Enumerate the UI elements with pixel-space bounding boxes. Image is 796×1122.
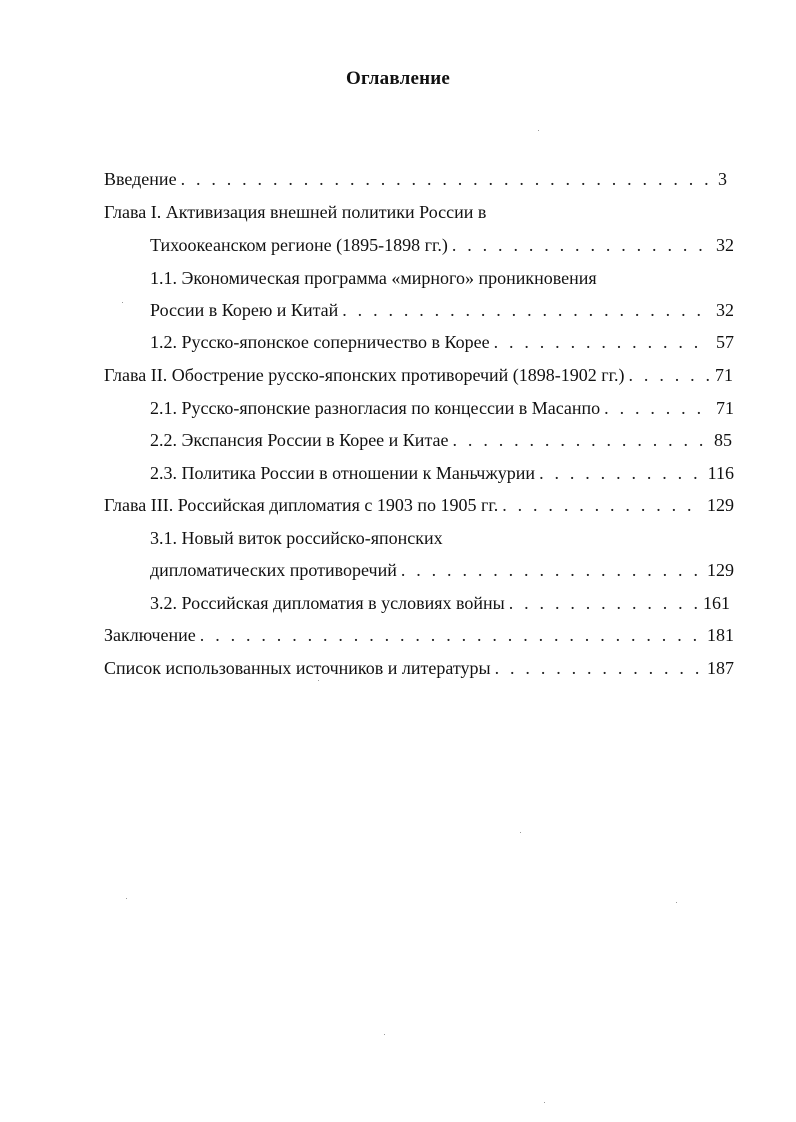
toc-entry-page: 181 [707,625,734,645]
toc-entry-text: России в Корею и Китай [150,300,339,320]
scan-speck [126,898,127,899]
toc-entry-section-3-2 [150,590,730,616]
toc-entry-section-1-1-line-2 [150,297,734,323]
toc-entry-section-2-1 [150,395,734,421]
toc-entry-conclusion [104,622,734,648]
toc-entry-text: 2.3. Политика России в отношении к Маньчжурии [150,463,536,483]
toc-entry-text: Список использованных источников и литературы [104,658,491,678]
dot-leader [181,166,712,192]
scan-speck [544,1102,545,1103]
dot-leader [629,362,709,388]
dot-leader [452,232,710,258]
toc-entry-text: 2.2. Экспансия России в Корее и Китае [150,430,449,450]
toc-entry-section-3-1-line-2 [150,557,734,583]
dot-leader [401,557,701,583]
toc-entry-text: Тихоокеанском регионе (1895-1898 гг.) [150,235,448,255]
dot-leader [509,590,697,616]
dot-leader [495,655,701,681]
toc-entry-chapter-3 [104,492,734,518]
scan-speck [122,302,123,303]
toc-entry-text: 1.2. Русско-японское соперничество в Корее [150,332,490,352]
toc-entry-page: 71 [716,398,734,418]
dot-leader [502,492,701,518]
dot-leader [539,460,702,486]
toc-entry-text: Глава II. Обострение русско-японских противоречий (1898-1902 гг.) [104,365,625,385]
toc-entry-text: 2.1. Русско-японские разногласия по концессии в Масанпо [150,398,601,418]
dot-leader [342,297,710,323]
dot-leader [453,427,708,453]
toc-entry-page: 85 [714,430,732,450]
toc-entry-text: Глава I. Активизация внешней политики России в [104,202,487,222]
toc-entry-section-2-2 [150,427,732,453]
toc-entry-section-1-1-line-1 [150,265,734,291]
toc-entry-text: дипломатических противоречий [150,560,397,580]
scan-speck [538,130,539,131]
page-title: Оглавление [345,68,451,89]
toc-entry-page: 57 [716,332,734,352]
scan-speck [318,680,319,681]
toc-entry-page: 32 [716,300,734,320]
toc-entry-section-1-2 [150,329,734,355]
toc-entry-text: 3.2. Российская дипломатия в условиях войны [150,593,505,613]
toc-entry-text: Заключение [104,625,196,645]
toc-entry-section-2-3 [150,460,734,486]
toc-entry-page: 161 [703,593,730,613]
toc-entry-page: 71 [715,365,733,385]
toc-entry-page: 129 [707,495,734,515]
scan-speck [676,902,677,903]
toc-entry-page: 129 [707,560,734,580]
toc-entry-page: 116 [707,463,734,483]
toc-entry-chapter-2 [104,362,733,388]
toc-entry-text: 3.1. Новый виток российско-японских [150,528,443,548]
dot-leader [200,622,701,648]
toc-entry-page: 187 [707,658,734,678]
dot-leader [604,395,710,421]
toc-entry-text: 1.1. Экономическая программа «мирного» проникновения [150,268,597,288]
toc-entry-bibliography [104,655,734,681]
toc-entry-page: 3 [718,169,727,189]
toc-entry-text: Введение [104,169,177,189]
toc-entry-page: 32 [716,235,734,255]
toc-entry-section-3-1-line-1 [150,525,734,551]
toc-entry-text: Глава III. Российская дипломатия с 1903 по 1905 гг. [104,495,499,515]
toc-entry-chapter-1-line-1 [104,199,734,225]
scan-speck [384,1034,385,1035]
toc-entry-introduction [104,166,727,192]
toc-entry-chapter-1-line-2 [150,232,734,258]
scan-speck [520,832,521,833]
dot-leader [494,329,710,355]
